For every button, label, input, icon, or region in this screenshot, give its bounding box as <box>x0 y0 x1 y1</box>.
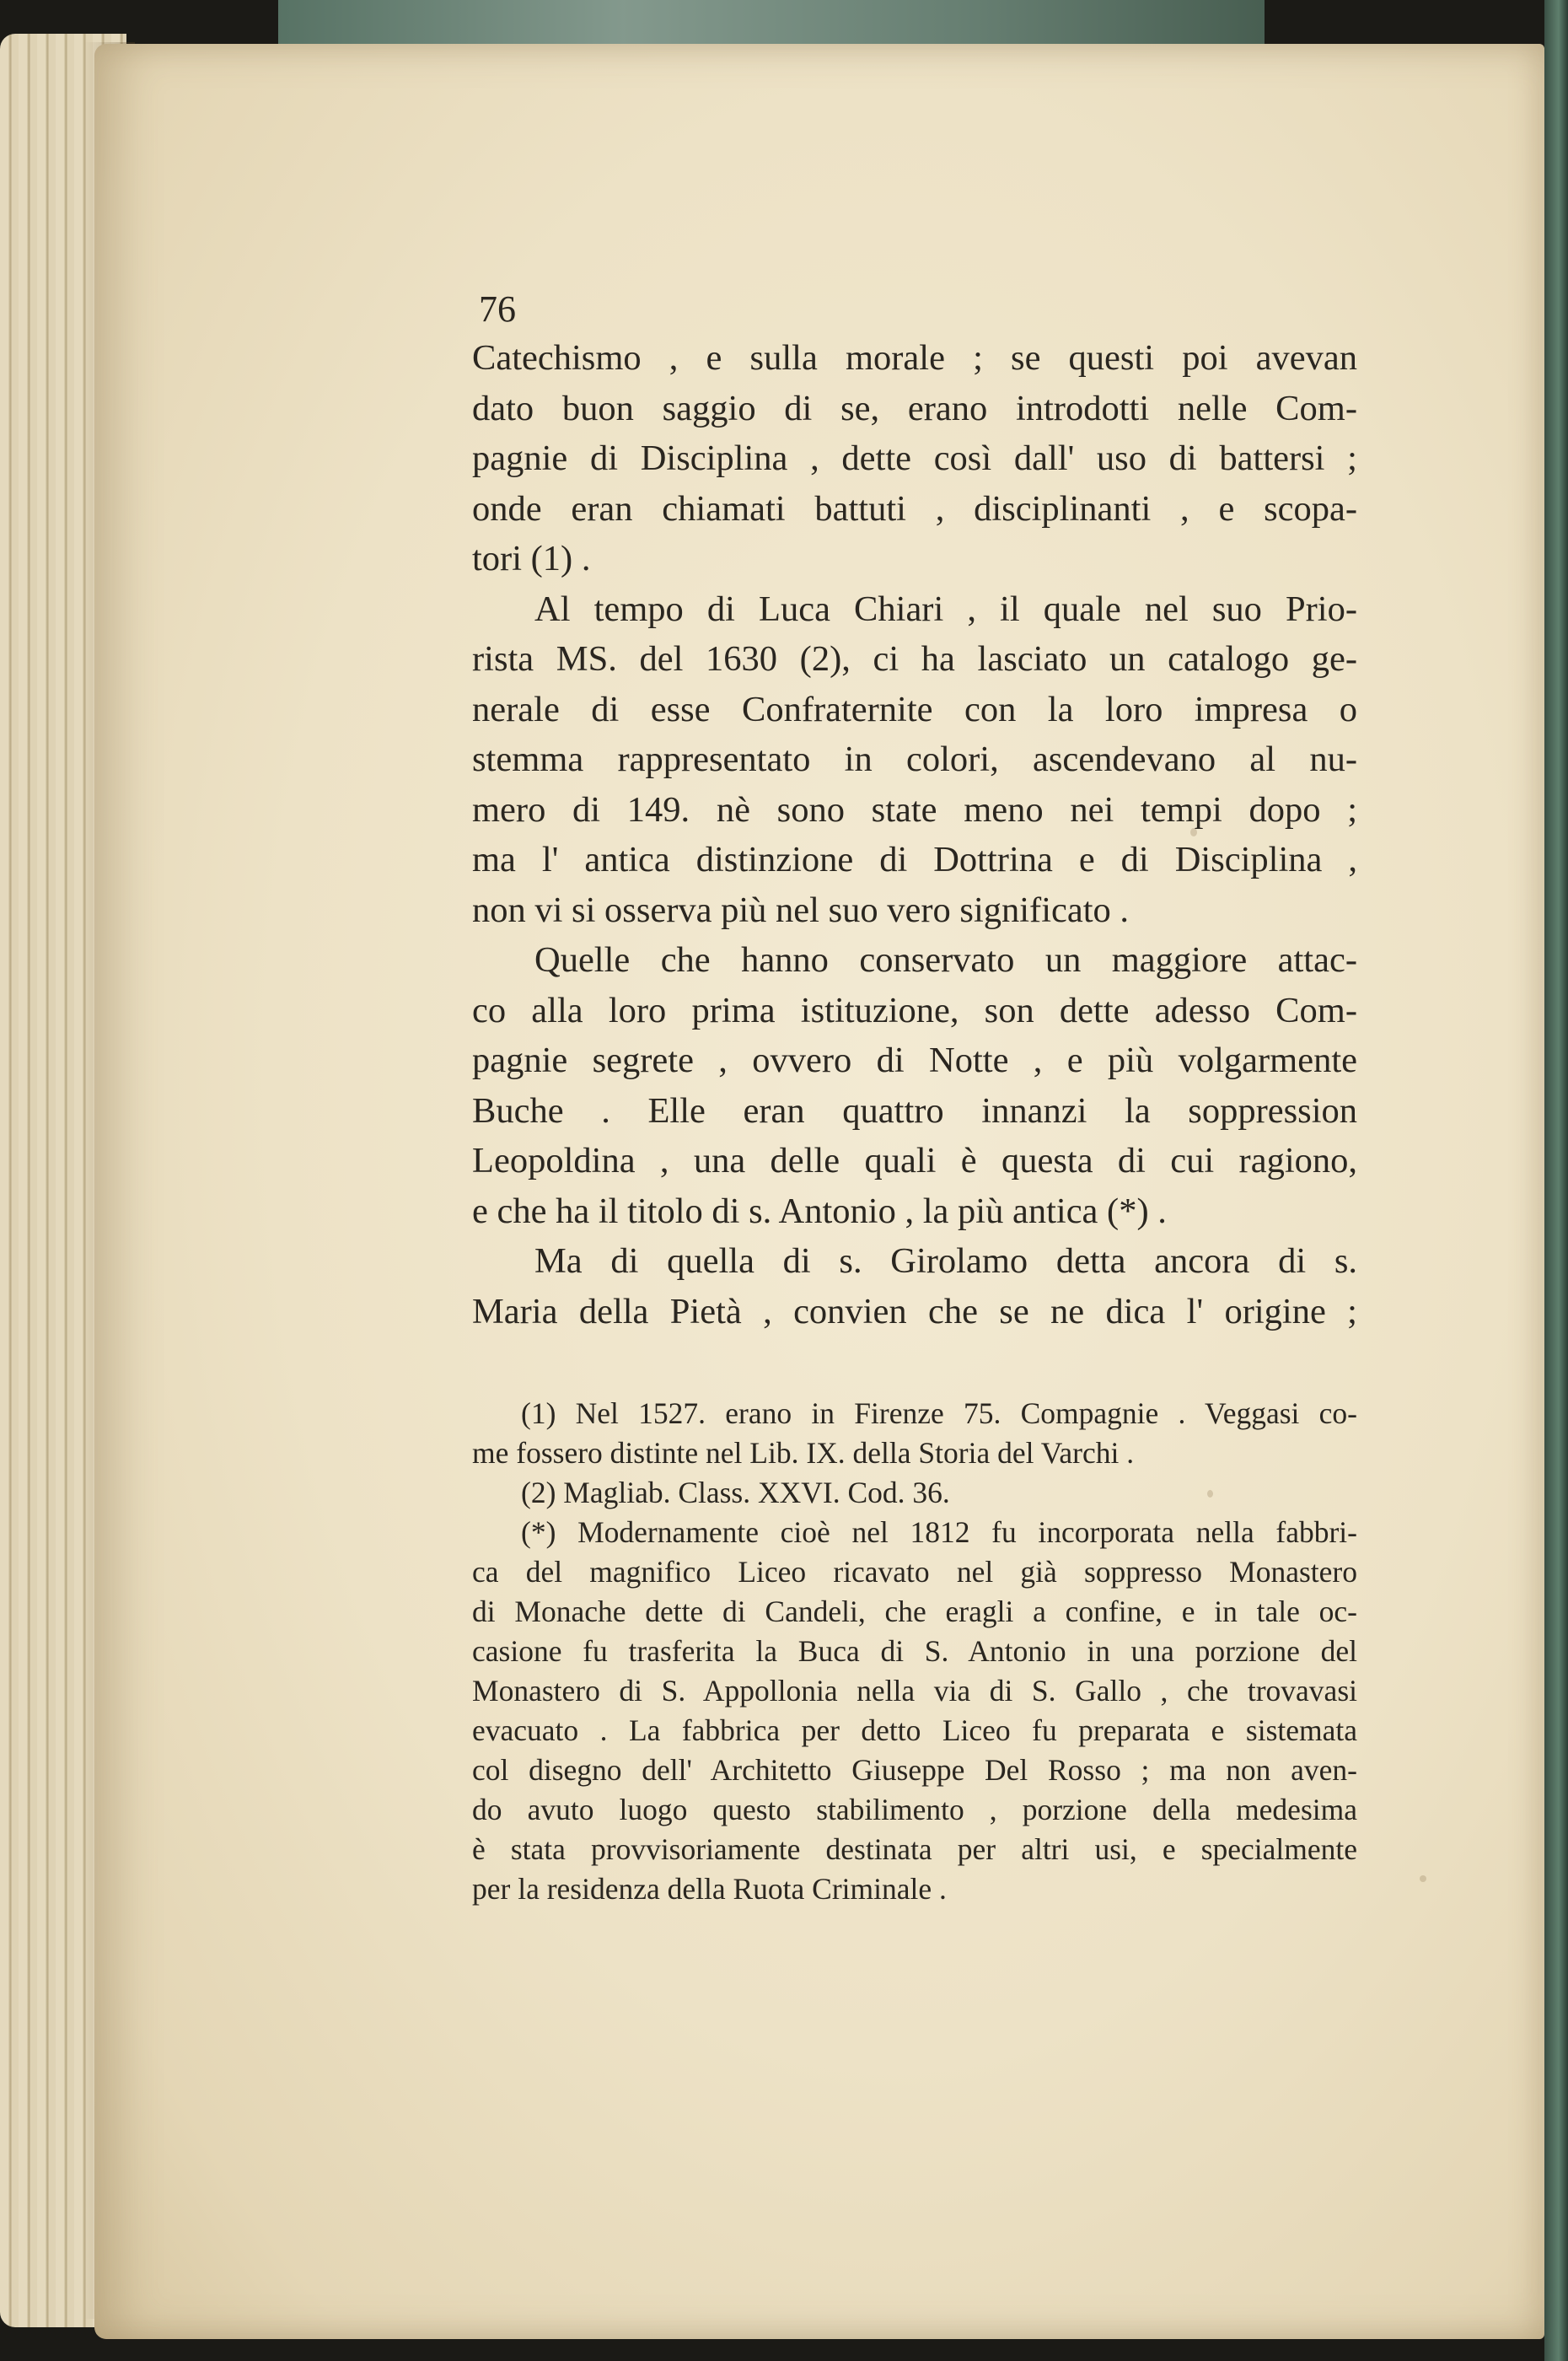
body-line: Leopoldina , una delle quali è questa di cui ragiono, <box>472 1141 1357 1180</box>
footnote-line: do avuto luogo questo stabilimento , porzione della medesima <box>472 1793 1357 1826</box>
body-line: ma l' antica distinzione di Dottrina e di Disciplina , <box>472 840 1357 879</box>
body-line: mero di 149. nè sono state meno nei tempi dopo ; <box>472 789 1357 830</box>
footnote-line: col disegno dell' Architetto Giuseppe Del Rosso ; ma non aven- <box>472 1753 1357 1787</box>
body-line: rista MS. del 1630 (2), ci ha lasciato un catalogo ge- <box>472 639 1357 679</box>
body-line: Maria della Pietà , convien che se ne dica l' origine ; <box>472 1291 1357 1331</box>
body-line: onde eran chiamati battuti , disciplinanti , e scopa- <box>472 488 1357 529</box>
body-line: Quelle che hanno conservato un maggiore attac- <box>534 940 1357 980</box>
body-line: pagnie di Disciplina , dette così dall' uso di battersi ; <box>472 438 1357 478</box>
footnote-line: (1) Nel 1527. erano in Firenze 75. Compagnie . Veggasi co- <box>521 1396 1357 1430</box>
body-line: non vi si osserva più nel suo vero significato . <box>472 890 1130 930</box>
footnote-line: per la residenza della Ruota Criminale . <box>472 1872 947 1906</box>
body-line: Buche . Elle eran quattro innanzi la soppression <box>472 1090 1357 1131</box>
body-line: Al tempo di Luca Chiari , il quale nel suo Prio- <box>534 589 1357 629</box>
footnote-line: me fossero distinte nel Lib. IX. della Storia del Varchi . <box>472 1436 1135 1470</box>
page-number: 76 <box>479 288 516 330</box>
footnote-line: (2) Magliab. Class. XXVI. Cod. 36. <box>521 1476 950 1509</box>
body-line: e che ha il titolo di s. Antonio , la più antica (*) . <box>472 1191 1167 1231</box>
paper-spot <box>1420 1875 1426 1882</box>
body-line: pagnie segrete , ovvero di Notte , e più volgarmente <box>472 1041 1357 1080</box>
body-line: nerale di esse Confraternite con la loro impresa o <box>472 689 1357 729</box>
book-cover-right-edge <box>1544 0 1568 2361</box>
body-line: tori (1) . <box>472 539 591 578</box>
footnote-line: (*) Modernamente cioè nel 1812 fu incorporata nella fabbri- <box>521 1515 1357 1549</box>
footnote-line: di Monache dette di Candeli, che eragli a confine, e in tale oc- <box>472 1595 1357 1628</box>
footnotes <box>472 1394 1357 1909</box>
body-text <box>472 333 1357 1336</box>
body-line: Catechismo , e sulla morale ; se questi poi avevan <box>472 338 1357 378</box>
body-line: dato buon saggio di se, erano introdotti nelle Com- <box>472 388 1357 428</box>
body-line: co alla loro prima istituzione, son dette adesso Com- <box>472 990 1357 1030</box>
footnote-line: ca del magnifico Liceo ricavato nel già soppresso Monastero <box>472 1555 1357 1589</box>
body-line: stemma rappresentato in colori, ascendevano al nu- <box>472 739 1357 779</box>
footnote-line: è stata provvisoriamente destinata per altri usi, e specialmente <box>472 1832 1357 1866</box>
footnote-line: casione fu trasferita la Buca di S. Antonio in una porzione del <box>472 1634 1357 1668</box>
footnote-line: Monastero di S. Appollonia nella via di S. Gallo , che trovavasi <box>472 1674 1357 1708</box>
body-line: Ma di quella di s. Girolamo detta ancora di s. <box>534 1241 1357 1281</box>
footnote-line: evacuato . La fabbrica per detto Liceo fu preparata e sistemata <box>472 1713 1357 1747</box>
page-text-block <box>472 288 1357 1909</box>
